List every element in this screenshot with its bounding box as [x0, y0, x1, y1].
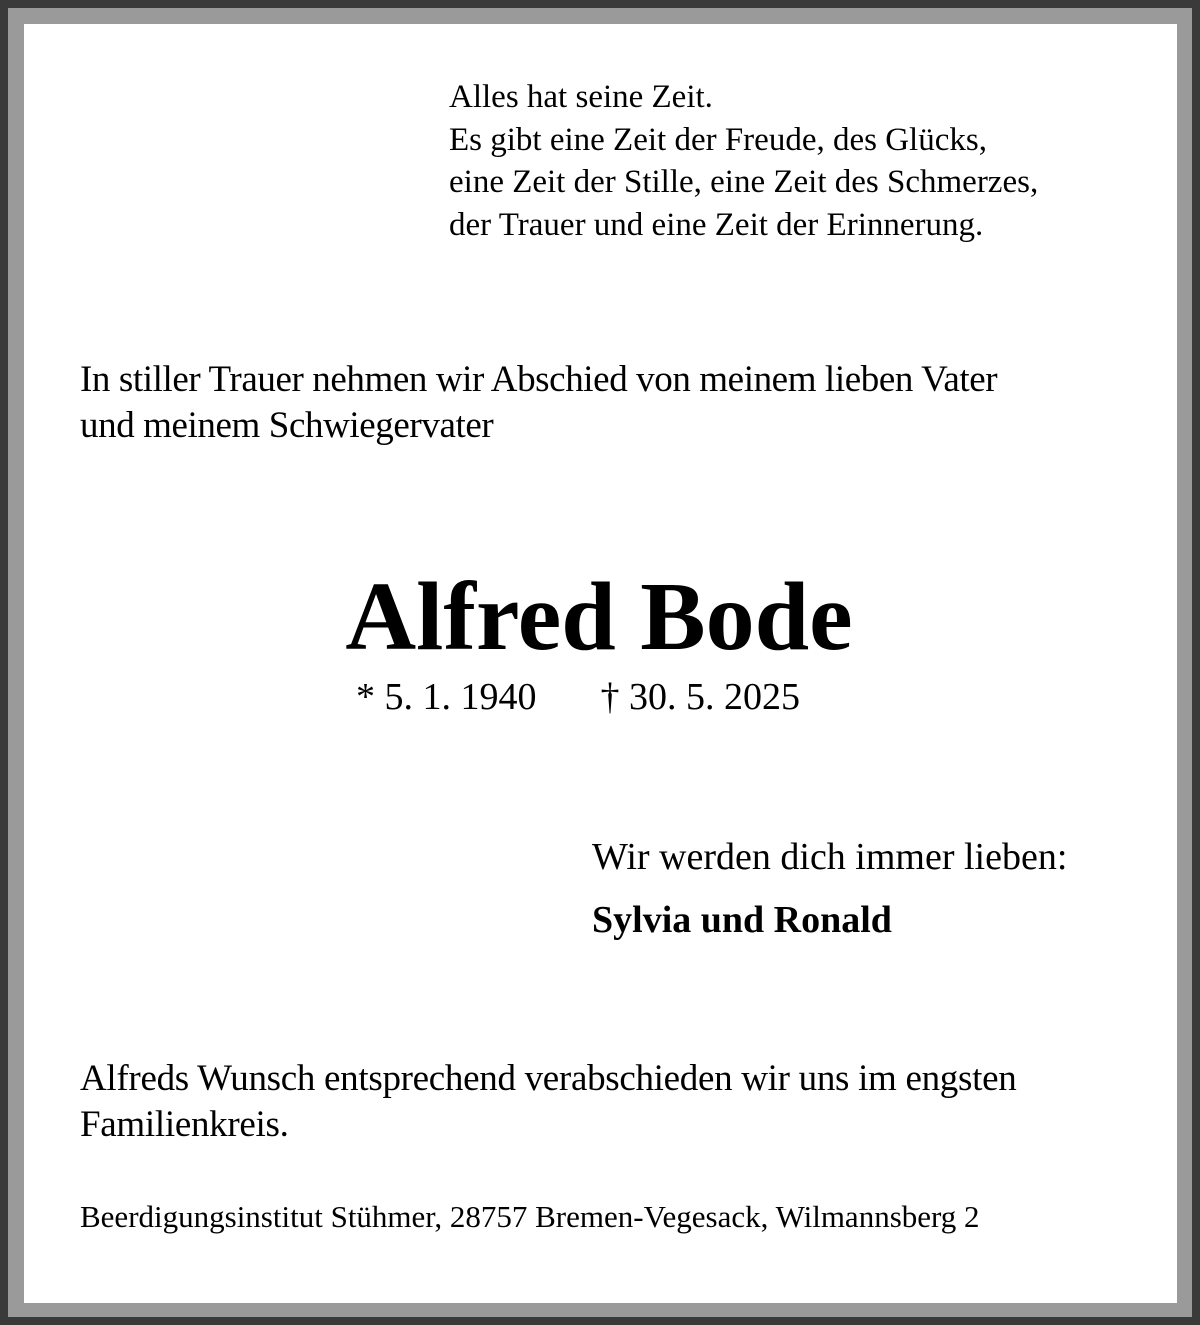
intro-text	[80, 357, 1125, 449]
death-date: † 30. 5. 2025	[600, 676, 800, 718]
motto-verse	[449, 76, 1038, 246]
motto-line: Es gibt eine Zeit der Freude, des Glücks,	[449, 121, 987, 158]
inner-border-frame	[8, 8, 1192, 1317]
deceased-name: Alfred Bode	[345, 563, 853, 671]
motto-line: Alles hat seine Zeit.	[449, 79, 713, 115]
life-dates	[356, 674, 800, 720]
farewell-text: Wir werden dich immer lieben:	[592, 836, 1068, 878]
intro-line: und meinem Schwiegervater	[80, 405, 494, 446]
funeral-notice	[80, 1056, 1125, 1148]
intro-line: In stiller Trauer nehmen wir Abschied von meinem lieben Vater	[80, 359, 998, 400]
motto-line: eine Zeit der Stille, eine Zeit des Schmerzes,	[449, 164, 1039, 200]
obituary-notice	[24, 24, 1177, 1303]
undertaker-info: Beerdigungsinstitut Stühmer, 28757 Bremen-Vegesack, Wilmannsberg 2	[80, 1199, 980, 1234]
notice-line: Alfreds Wunsch entsprechend verabschieden wir uns im engsten	[80, 1058, 1017, 1099]
mourner-names: Sylvia und Ronald	[592, 899, 892, 941]
notice-line: Familienkreis.	[80, 1104, 289, 1145]
birth-date: * 5. 1. 1940	[356, 676, 537, 718]
motto-line: der Trauer und eine Zeit der Erinnerung.	[449, 206, 984, 243]
